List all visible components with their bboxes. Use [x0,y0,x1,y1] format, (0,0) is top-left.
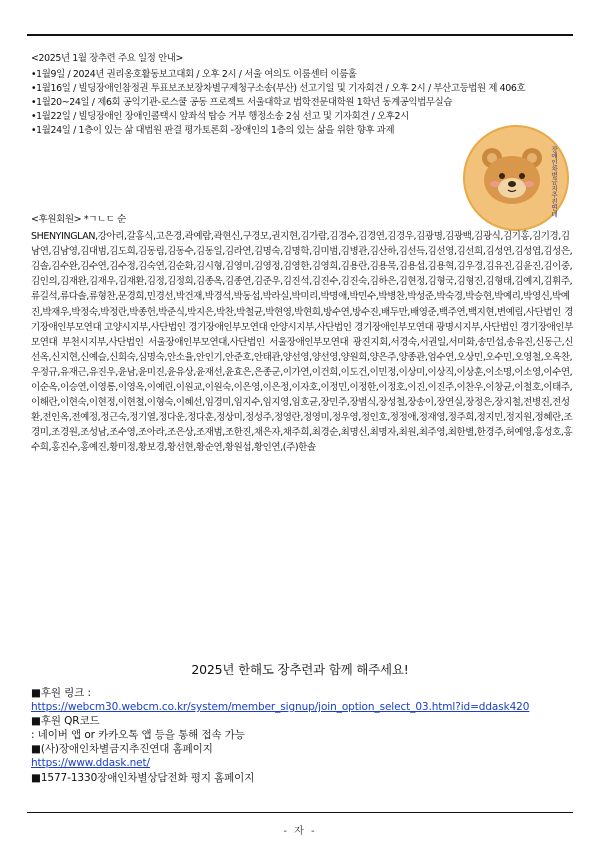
donors-title: <후원회원> *ㄱㄴㄷ 순 [31,214,126,225]
schedule-item: •1월22일 / 빌딩장애인 장애인콜택시 앞좌석 탑승 거부 행정소송 2심 선고 및 기자회견 / 오후2시 [31,110,409,122]
schedule-heading: <2025년 1월 장추련 주요 일정 안내> [31,53,184,64]
schedule-item: •1월20~24일 / 제6회 공익기관-로스쿨 공동 프로젝트 서울대학교 법학전문대학원 1학년 동계공익법무실습 [31,96,453,108]
schedule-item: •1월16일 / 빌딩장애인참정권 투표보조보장차별구제청구소송(부산) 선고기일 및 기자회견 / 오후 2시 / 부산고등법원 제 406호 [31,82,526,94]
page-number: - 자 - [283,826,317,837]
bottom-rule [27,812,573,813]
slogan: 2025년 한해도 장추련과 함께 해주세요! [191,662,409,677]
donors-list: SHENYINGLAN,강아리,갈홍식,고은경,곽예람,곽현신,구경모,권지현,김가람,김경수,김경연,김경우,김광명,김광백,김광식,김기홍,김기경,김남연,김남영,김대범,김도희,김동림,김동수,김동일,김라연,김명숙,김명학,김미범,김병관,김산하,김선득,김선영,김선희,김성연,김성엽,김성은,김솔,김수완,김수연,김수정,김숙연,김순화,김시형,김영미,김영정,김영한,김영희,김용란,김용묵,김용섭,김용혁,김우경,김유진,김윤진,김이중,김인의,김재완,김재우,김재환,김정,김정희,김종옥,김종연,김준우,김진석,김진수,김진숙,김하은,김현정,김형국,김형진,김형태,김예지,김휘주,류길석,류다솔,류형찬,문경희,민경선,박건재,박경석,박동섭,박라실,박미리,박명애,박민수,박병찬,박성준,박숙경,박승현,박예리,박영신,박예진,박재우,박정숙,박정란,박종헌,박준식,박지은,박찬,박철균,박현영,박현희,방수연,방수진,배두만,배영준,백주연,백지현,변예림,사단법인 경기장애인부모연대 고양시지부,사단법인 경기장애인부모연대 안양시지부,사단법인 경기장애인부모연대 광명시지부,사단법인 경기장애인부모연대 부천시지부,사단법인 서울장애인부모연대,사단법인 서울장애인부모연대 광진지회,서경숙,서권일,서미화,송민섭,송유진,신동근,신선옥,신지현,신예슬,신희숙,심명숙,안소율,안인기,안준호,안태관,양선영,양선영,양원희,양은주,양종관,엄수연,오상민,오수민,오영철,오옥찬,우정규,유재근,유진우,윤남,윤미진,윤유상,윤재선,윤효은,은종군,이가연,이건희,이도건,이민정,이상미,이상직,이상훈,이소명,이소영,이수연,이순옥,이승연,이영롱,이영옥,이예린,이원교,이원숙,이은영,이은정,이자호,이정민,이정한,이정호,이진,이진주,이찬우,이창균,이철호,이태주,이해란,이현숙,이현정,이현철,이형숙,이혜선,임경미,임지수,임지영,임호균,장민주,장범식,장성철,장송이,장연실,장정은,장지철,전병진,전성환,전인옥,전예정,정근숙,정기열,정다운,정다훈,정상미,정성주,정영란,정영미,정우영,정인호,정정애,정재영,정주희,정지민,정지원,정혜란,조경미,조경원,조성남,조수영,조아라,조은상,조재범,조한진,채은자,채주희,최경순,최명신,최명자,최원,최주영,최한별,한경주,허예영,홍성호,홍수희,홍진수,홍예진,황미정,황보경,황선현,황순연,황원섭,황인연,(주)한솔 [31,231,573,454]
top-rule [27,34,573,36]
donation-link-label: ■후원 링크 : [31,687,91,699]
qr-note: : 네이버 앱 or 카카오톡 앱 등을 통해 접속 가능 [31,729,245,742]
qr-label: ■후원 QR코드 [31,715,100,728]
schedule-item: •1월24일 / 1층이 있는 삶 대법원 판결 평가토론회 -장애인의 1층의 있는 삶을 위한 향후 과제 [31,124,395,136]
support-links [31,686,571,785]
schedule-item: •1월9일 / 2024년 권리옹호활동보고대회 / 오후 2시 / 서울 여의도 이룸센터 이룸홀 [31,68,357,80]
donation-link[interactable]: https://webcm30.webcm.co.kr/system/member_signup/join_option_select_03.html?id=ddask420 [31,701,530,714]
hotline-label: ■1577-1330장애인차별상담전화 평지 홈페이지 [31,771,255,784]
logo-text: 장애인차별금지추진연대 [550,146,558,218]
homepage-label: ■(사)장애인차별금지추진연대 홈페이지 [31,743,213,756]
homepage-link[interactable]: https://www.ddask.net/ [31,757,150,770]
donors-section [31,212,573,456]
